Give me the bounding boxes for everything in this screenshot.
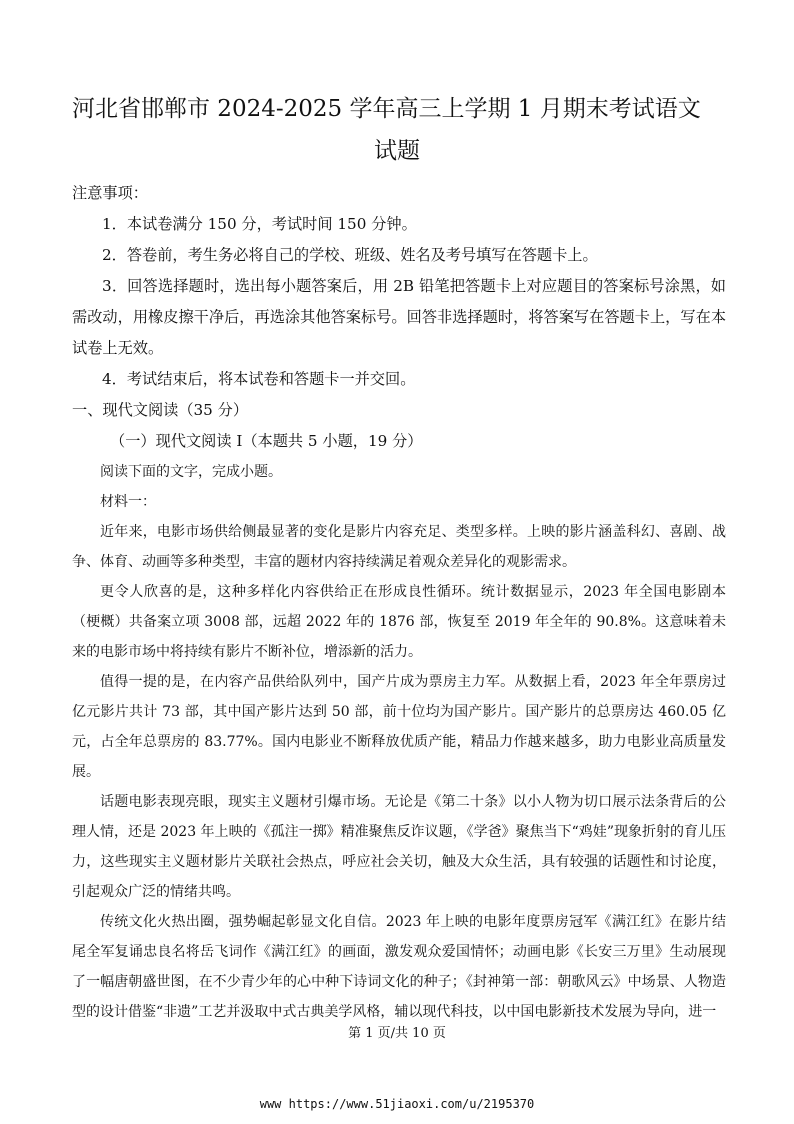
reading-instruction: 阅读下面的文字，完成小题。	[100, 464, 282, 480]
document-title-line-1: 河北省邯郸市 2024-2025 学年高三上学期 1 月期末考试语文	[72, 96, 701, 122]
notice-item-2: 2．答卷前，考生务必将自己的学校、班级、姓名及考号填写在答题卡上。	[102, 246, 598, 264]
paragraph-3: 值得一提的是，在内容产品供给队列中，国产片成为票房主力军。从数据上看，2023 年全年票房过亿元影片共计 73 部，其中国产影片达到 50 部，前十位均为国产影片。国产影片的总票房达 460.05 亿元，占全年总票房的 83.77%。国内电影业不断释放优质产能，精品力作越来越多，助力电影业高质量发展。	[72, 674, 726, 780]
notice-item-1: 1．本试卷满分 150 分，考试时间 150 分钟。	[102, 215, 417, 233]
notice-heading: 注意事项：	[72, 184, 148, 202]
material-label: 材料一：	[100, 494, 156, 510]
section-heading: 一、现代文阅读（35 分）	[72, 401, 249, 419]
document-title-line-2: 试题	[374, 138, 420, 164]
reading-material	[72, 457, 726, 1027]
paragraph-4: 话题电影表现亮眼，现实主义题材引爆市场。无论是《第二十条》以小人物为切口展示法条背后的公理人情，还是 2023 年上映的《孤注一掷》精准聚焦反诈议题，《学爸》聚焦当下“鸡娃”现象折射的育儿压力，这些现实主义题材影片关联社会热点，呼应社会关切，触及大众生活，具有较强的话题性和讨论度，引起观众广泛的情绪共鸣。	[72, 794, 726, 900]
paragraph-1: 近年来，电影市场供给侧最显著的变化是影片内容充足、类型多样。上映的影片涵盖科幻、喜剧、战争、体育、动画等多种类型，丰富的题材内容持续满足着观众差异化的观影需求。	[72, 524, 726, 570]
paragraph-2: 更令人欣喜的是，这种多样化内容供给正在形成良性循环。统计数据显示，2023 年全国电影剧本（梗概）共备案立项 3008 部，远超 2022 年的 1876 部，恢复至 2019 年全年的 90.8%。这意味着未来的电影市场中将持续有影片不断补位，增添新的活力。	[72, 584, 726, 660]
notice-item-3: 3．回答选择题时，选出每小题答案后，用 2B 铅笔把答题卡上对应题目的答案标号涂黑，如需改动，用橡皮擦干净后，再选涂其他答案标号。回答非选择题时，将答案写在答题卡上，写在本试卷上无效。	[72, 277, 726, 357]
notice-item-4: 4．考试结束后，将本试卷和答题卡一并交回。	[102, 370, 416, 388]
watermark-url: www https://www.51jiaoxi.com/u/2195370	[259, 1097, 535, 1111]
sub-section-heading: （一）现代文阅读 I（本题共 5 小题，19 分）	[110, 432, 423, 450]
paragraph-5: 传统文化火热出圈，强势崛起彰显文化自信。2023 年上映的电影年度票房冠军《满江红》在影片结尾全军复诵忠良名将岳飞词作《满江红》的画面，激发观众爱国情怀；动画电影《长安三万里》生动展现了一幅唐朝盛世图，在不少青少年的心中种下诗词文化的种子；《封神第一部：朝歌风云》中场景、人物造型的设计借鉴“非遗”工艺并汲取中式古典美学风格，辅以现代科技，以中国电影新技术发展为导向，进一	[72, 914, 726, 1020]
page-footer: 第 1 页/共 10 页	[348, 1026, 446, 1041]
notice-section	[72, 178, 726, 457]
